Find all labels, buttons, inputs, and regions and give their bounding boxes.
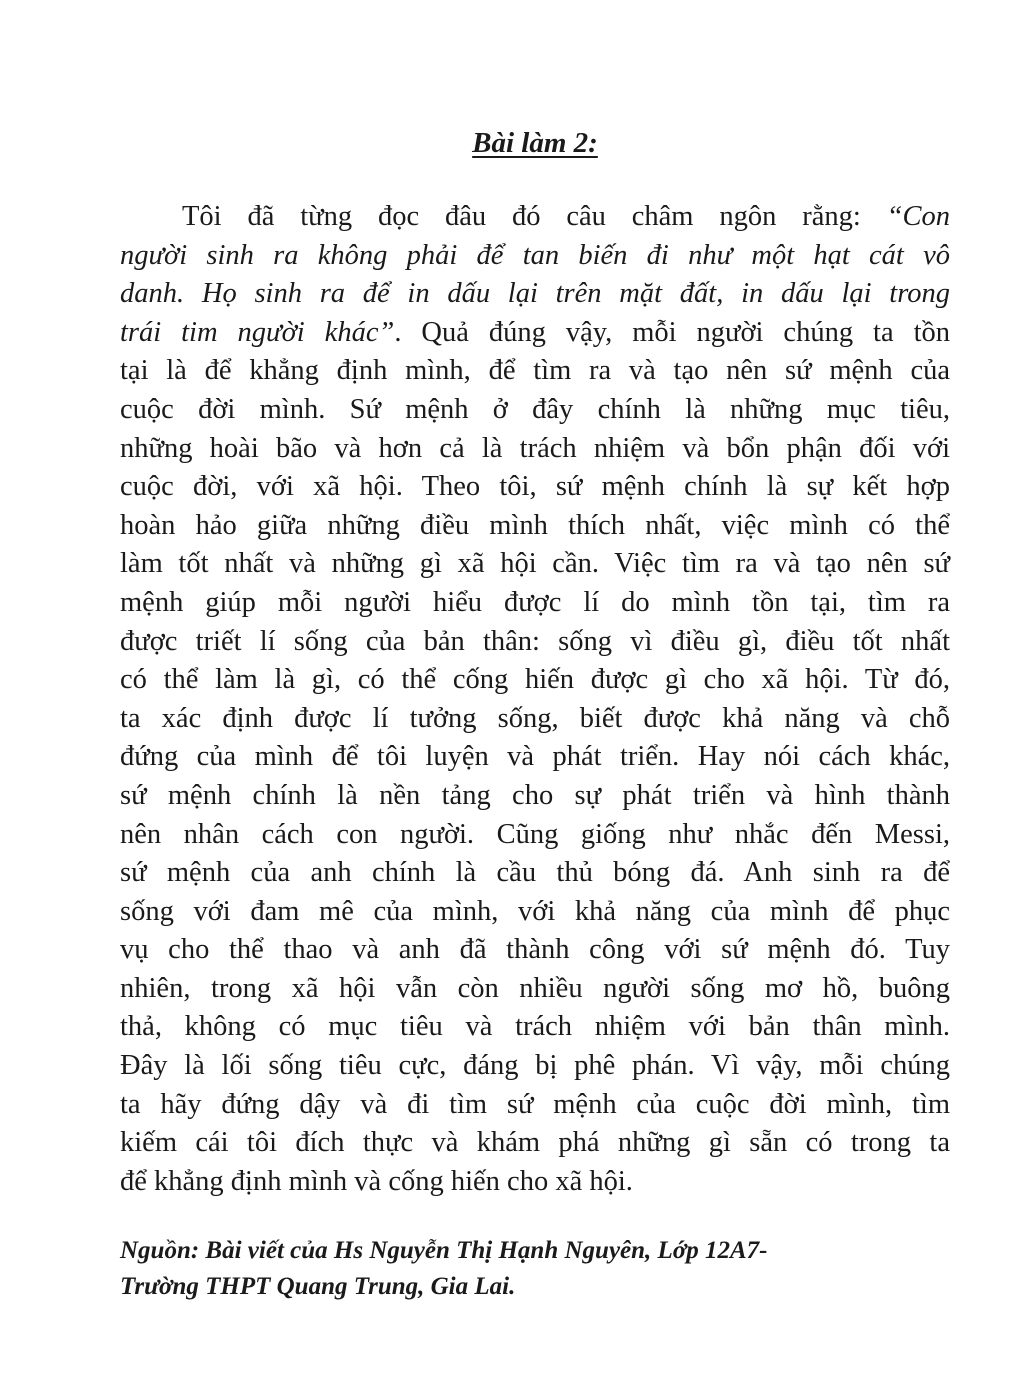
essay-line: đứng của mình để tôi luyện và phát triển. Hay nói cách khác, xyxy=(120,741,950,773)
essay-line: Đây là lối sống tiêu cực, đáng bị phê phán. Vì vậy, mỗi chúng xyxy=(120,1050,950,1082)
essay-line: Tôi đã từng đọc đâu đó câu châm ngôn rằng: “Con xyxy=(182,201,950,232)
essay-line: sứ mệnh chính là nền tảng cho sự phát triển và hình thành xyxy=(120,779,950,811)
essay-line: nên nhân cách con người. Cũng giống như nhắc đến Messi, xyxy=(120,818,950,850)
essay-line: thả, không có mục tiêu và trách nhiệm với bản thân mình. xyxy=(120,1011,950,1043)
essay-body xyxy=(120,198,950,1201)
essay-line: cuộc đời, với xã hội. Theo tôi, sứ mệnh chính là sự kết hợp xyxy=(120,471,950,503)
essay-line: ta xác định được lí tưởng sống, biết được khả năng và chỗ xyxy=(120,702,950,734)
essay-line: người sinh ra không phải để tan biến đi như một hạt cát vô xyxy=(120,239,950,271)
essay-line: nhiên, trong xã hội vẫn còn nhiều người sống mơ hồ, buông xyxy=(120,972,950,1004)
essay-line: được triết lí sống của bản thân: sống vì điều gì, điều tốt nhất xyxy=(120,625,950,657)
source-line-2: Trường THPT Quang Trung, Gia Lai. xyxy=(120,1273,516,1300)
essay-line: kiếm cái tôi đích thực và khám phá những gì sẵn có trong ta xyxy=(120,1127,950,1159)
essay-line: tại là để khẳng định mình, để tìm ra và tạo nên sứ mệnh của xyxy=(120,355,950,387)
source-citation xyxy=(120,1233,950,1305)
essay-line: làm tốt nhất và những gì xã hội cần. Việc tìm ra và tạo nên sứ xyxy=(120,548,950,580)
source-line-1: Nguồn: Bài viết của Hs Nguyễn Thị Hạnh Nguyên, Lớp 12A7- xyxy=(120,1237,768,1264)
essay-line: ta hãy đứng dậy và đi tìm sứ mệnh của cuộc đời mình, tìm xyxy=(120,1088,950,1120)
essay-line: mệnh giúp mỗi người hiểu được lí do mình tồn tại, tìm ra xyxy=(120,586,950,618)
essay-line: sống với đam mê của mình, với khả năng của mình để phục xyxy=(120,895,950,927)
essay-line: vụ cho thể thao và anh đã thành công với sứ mệnh đó. Tuy xyxy=(120,934,950,966)
essay-line: hoàn hảo giữa những điều mình thích nhất, việc mình có thể xyxy=(120,509,950,541)
essay-line: có thể làm là gì, có thể cống hiến được gì cho xã hội. Từ đó, xyxy=(120,664,950,696)
essay-line: danh. Họ sinh ra để in dấu lại trên mặt đất, in dấu lại trong xyxy=(120,278,950,310)
essay-line: những hoài bão và hơn cả là trách nhiệm và bổn phận đối với xyxy=(120,432,950,464)
essay-line: sứ mệnh của anh chính là cầu thủ bóng đá. Anh sinh ra để xyxy=(120,857,950,889)
essay-line: để khẳng định mình và cống hiến cho xã hội. xyxy=(120,1165,633,1197)
essay-heading: Bài làm 2: xyxy=(472,127,598,159)
essay-line: cuộc đời mình. Sứ mệnh ở đây chính là những mục tiêu, xyxy=(120,393,950,425)
essay-line: trái tim người khác”. Quả đúng vậy, mỗi người chúng ta tồn xyxy=(120,316,950,348)
